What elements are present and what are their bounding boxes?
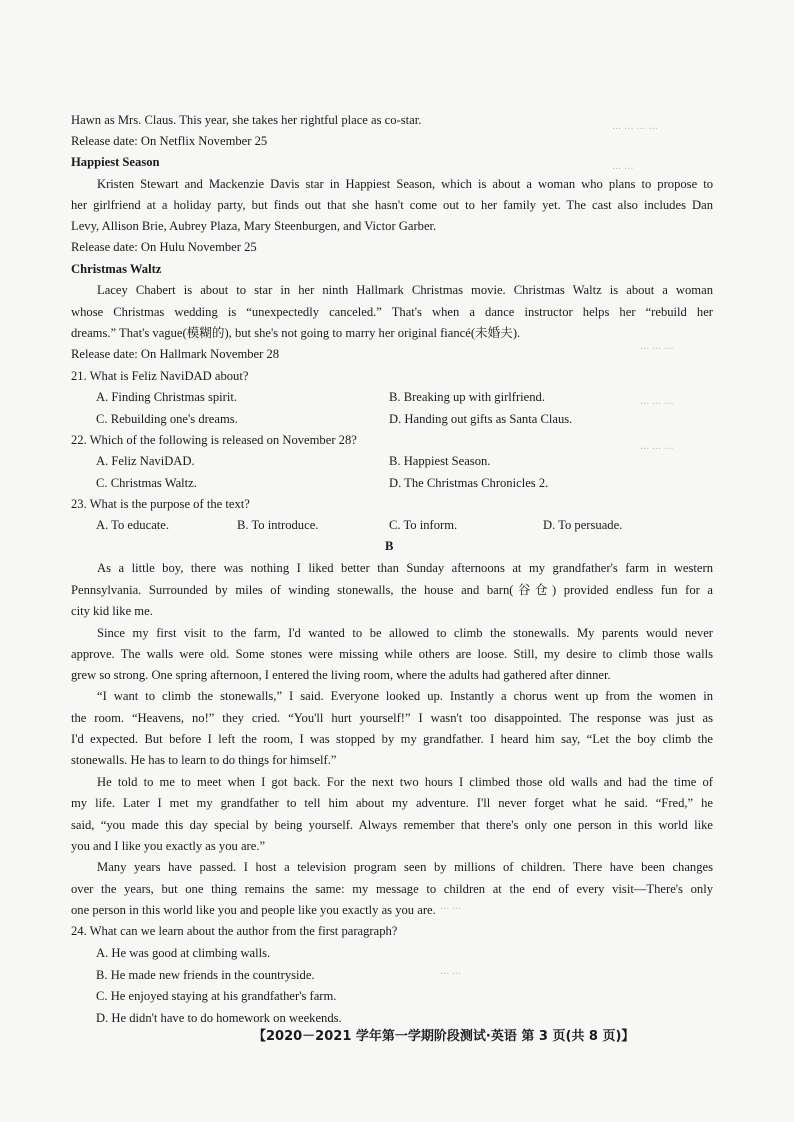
- option-b: B. He made new friends in the countryside.: [96, 968, 315, 982]
- option-a: A. Finding Christmas spirit.: [96, 390, 237, 404]
- option-a: A. Feliz NaviDAD.: [96, 454, 195, 468]
- passage-b-line: “I want to climb the stonewalls,” I said. Everyone looked up. Instantly a chorus went up from the women in: [97, 689, 713, 703]
- option-b: B. To introduce.: [237, 518, 319, 532]
- option-d: D. He didn't have to do homework on weekends.: [96, 1011, 342, 1025]
- option-d: D. To persuade.: [543, 518, 623, 532]
- passage-b-line: stonewalls. He has to learn to do things for himself.”: [71, 753, 337, 767]
- movie-title: Happiest Season: [71, 155, 160, 169]
- passage-a-line: whose Christmas wedding is “unexpectedly canceled.” That's when a dance instructor helps her “rebuild her: [71, 305, 713, 319]
- passage-b-line: my life. Later I met my grandfather to tell him about my adventure. I'll never forget what he said. “Fred,” he: [71, 796, 713, 810]
- question-stem: 24. What can we learn about the author from the first paragraph?: [71, 924, 398, 938]
- option-c: C. To inform.: [389, 518, 458, 532]
- passage-a-line: her girlfriend at a holiday party, but finds out that she hasn't come out to her family yet. The cast also includes Dan: [71, 198, 713, 212]
- bleed-through-text: ... ... ...: [640, 440, 674, 452]
- passage-a-line: Kristen Stewart and Mackenzie Davis star in Happiest Season, which is about a woman who plans to propose to: [97, 177, 713, 191]
- passage-b-line: the room. “Heavens, no!” they cried. “You'll hurt yourself!” I wasn't too disappointed. The response was just as: [71, 711, 713, 725]
- bleed-through-text: ... ...: [440, 900, 462, 912]
- question-stem: 21. What is Feliz NaviDAD about?: [71, 369, 249, 383]
- page-footer: 【2020－2021 学年第一学期阶段测试·英语 第 3 页(共 8 页)】: [253, 1029, 635, 1044]
- option-c: C. Rebuilding one's dreams.: [96, 412, 238, 426]
- passage-b-line: As a little boy, there was nothing I liked better than Sunday afternoons at my grandfather's farm in western: [97, 561, 713, 575]
- passage-b-line: Many years have passed. I host a television program seen by millions of children. There have been changes: [97, 860, 713, 874]
- passage-a-line: dreams.” That's vague(模糊的), but she's not going to marry her original fiancé(未婚夫).: [71, 326, 521, 340]
- passage-b-line: I'd expected. But before I left the room, I was stopped by my grandfather. I heard him say, “Let the boy climb the: [71, 732, 713, 746]
- passage-a-line: Hawn as Mrs. Claus. This year, she takes her rightful place as co-star.: [71, 113, 422, 127]
- passage-b-line: He told to me to meet when I got back. For the next two hours I climbed those old walls and had the time of: [97, 775, 713, 789]
- bleed-through-text: ... ...: [612, 160, 634, 172]
- passage-b-line: Pennsylvania. Surrounded by miles of winding stonewalls, the house and barn(谷仓) provided endless fun for a: [71, 583, 713, 597]
- passage-b-line: over the years, but one thing remains the same: my message to children at the end of every visit—There's only: [71, 882, 713, 896]
- question-stem: 22. Which of the following is released on November 28?: [71, 433, 357, 447]
- release-date: Release date: On Netflix November 25: [71, 134, 268, 148]
- passage-b-line: one person in this world like you and people like you exactly as you are.: [71, 903, 436, 917]
- passage-b-line: Since my first visit to the farm, I'd wanted to be allowed to climb the stonewalls. My parents would never: [97, 626, 713, 640]
- passage-b-line: city kid like me.: [71, 604, 153, 618]
- passage-b-line: grew so strong. One spring afternoon, I entered the living room, where the adults had gathered after dinner.: [71, 668, 611, 682]
- option-b: B. Breaking up with girlfriend.: [389, 390, 545, 404]
- passage-b-line: you and I like you exactly as you are.”: [71, 839, 266, 853]
- option-a: A. He was good at climbing walls.: [96, 946, 271, 960]
- option-c: C. He enjoyed staying at his grandfather's farm.: [96, 989, 337, 1003]
- bleed-through-text: ... ... ...: [640, 395, 674, 407]
- option-d: D. Handing out gifts as Santa Claus.: [389, 412, 573, 426]
- option-b: B. Happiest Season.: [389, 454, 491, 468]
- option-d: D. The Christmas Chronicles 2.: [389, 476, 549, 490]
- passage-a-line: Lacey Chabert is about to star in her ninth Hallmark Christmas movie. Christmas Waltz is about a woman: [97, 283, 713, 297]
- bleed-through-text: ... ... ... ...: [612, 120, 658, 132]
- question-stem: 23. What is the purpose of the text?: [71, 497, 250, 511]
- section-label: B: [385, 539, 394, 553]
- option-a: A. To educate.: [96, 518, 170, 532]
- bleed-through-text: ... ... ...: [640, 340, 674, 352]
- release-date: Release date: On Hallmark November 28: [71, 347, 280, 361]
- release-date: Release date: On Hulu November 25: [71, 240, 257, 254]
- passage-b-line: approve. The walls were old. Some stones were missing while others are loose. Still, my desire to climb those walls: [71, 647, 713, 661]
- bleed-through-text: ... ...: [440, 965, 462, 977]
- option-c: C. Christmas Waltz.: [96, 476, 197, 490]
- passage-b-line: said, “you made this day special by being yourself. Always remember that there's only one person in this world like: [71, 818, 713, 832]
- passage-a-line: Levy, Allison Brie, Aubrey Plaza, Mary Steenburgen, and Victor Garber.: [71, 219, 437, 233]
- movie-title: Christmas Waltz: [71, 262, 162, 276]
